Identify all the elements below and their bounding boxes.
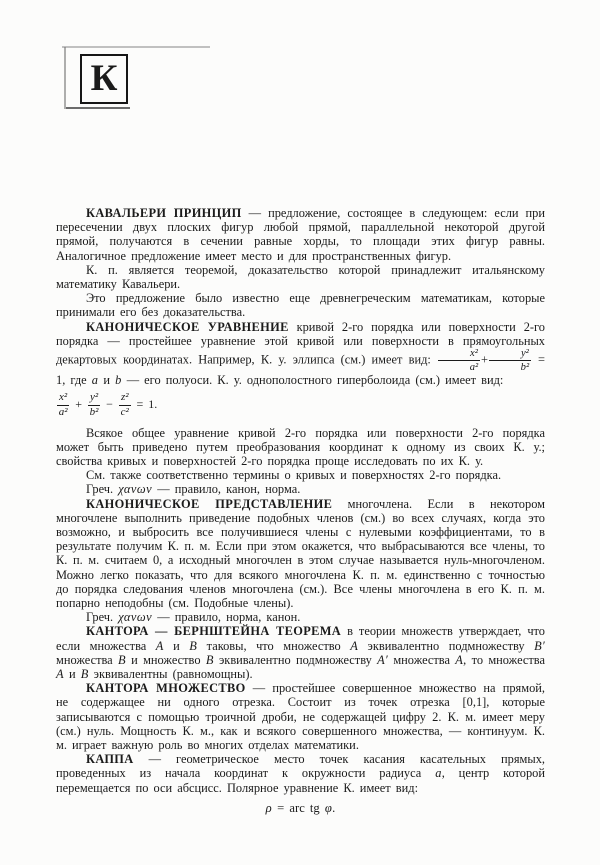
entry-kavalieri-printsip — [56, 206, 545, 320]
body-text: — его полуоси. К. у. однополостного гиперболоида (см.) имеет вид: — [121, 373, 504, 388]
fraction-denominator: c² — [120, 406, 129, 418]
italic-text: ρ — [265, 800, 273, 815]
body-text: , центр которой перемещается по оси абсцисс. Полярное уравнение К. имеет вид: — [56, 766, 545, 795]
body-text: многочлена. Если в некотором многочлене выполнить приведение подобных членов (см.) во всех случаях, когда это возможно, и выбросить все получившиеся члены с нулевыми коэффициентами, то в результате получим К. п. м. Если при этом окажется, что выбрасываются все члены, то К. п. м. считаем 0, а исходный многочлен в этом случае называется нуль-многочленом. Можно легко показать, что для всякого многочлена К. п. м. единственно с точностью до порядка следования членов многочлена (см.). Все члены многочлена в его К. п. м. попарно неподобны (см. Подобные члены). — [56, 496, 545, 610]
italic-text: φ — [324, 800, 333, 815]
italic-text: a — [435, 766, 442, 781]
fraction-numerator: y² — [489, 348, 531, 361]
scan-artifact-horizontal — [62, 46, 210, 48]
fraction-denominator: b² — [89, 406, 99, 418]
fraction-denominator: a² — [58, 406, 68, 418]
headword-text: КАППА — [86, 752, 134, 767]
body-text: эквивалентны (равномощны). — [88, 667, 253, 681]
scan-artifact-vertical — [64, 47, 66, 109]
paragraph — [56, 426, 545, 469]
fraction-numerator: z² — [119, 392, 131, 406]
paragraph — [56, 468, 545, 482]
fraction-numerator: y² — [88, 392, 100, 406]
body-text: и — [98, 373, 116, 388]
italic-text: B — [189, 638, 198, 653]
paragraph — [56, 681, 545, 752]
body-text: и множество — [125, 652, 206, 667]
paragraph — [56, 206, 545, 263]
greek-text: χανων — [118, 482, 153, 497]
scan-artifact-underline — [66, 107, 130, 109]
paragraph — [56, 263, 545, 291]
fraction-numerator: x² — [438, 348, 480, 361]
fraction — [119, 392, 131, 418]
entry-kanonicheskoe-predstavlenie — [56, 497, 545, 625]
paragraph — [56, 497, 545, 611]
entry-kanonicheskoe-uravnenie — [56, 320, 545, 497]
italic-text: B — [117, 652, 126, 667]
entry-kantora-bernshteina-teorema — [56, 624, 545, 681]
paragraph — [56, 320, 545, 388]
fraction — [438, 348, 480, 373]
italic-text: B′ — [534, 638, 545, 653]
body-text: — правило, канон, норма. — [152, 482, 301, 497]
body-text: в теории множеств утверждает, что если множества — [56, 624, 545, 653]
headword-text: КАВАЛЬЕРИ ПРИНЦИП — [86, 206, 242, 220]
fraction — [489, 348, 531, 373]
body-text: кривой 2-го порядка или поверхности 2-го порядка — простейшее уравнение этой кривой или поверхности в прямоугольных декартовых координатах. Например, К. у. эллипса (см.) имеет вид: — [56, 319, 545, 367]
formula — [56, 801, 545, 815]
body-text: = 1. — [131, 397, 158, 412]
paragraph — [56, 482, 545, 496]
entry-kappa — [56, 752, 545, 815]
body-text: + — [70, 397, 87, 412]
body-text: эквивалентно подмножеству — [213, 652, 378, 667]
italic-text: B — [205, 652, 214, 667]
italic-text: A — [56, 667, 64, 681]
dictionary-entries — [56, 206, 545, 819]
paragraph — [56, 624, 545, 681]
body-text: таковы, что множество — [197, 638, 351, 653]
fraction-denominator: b² — [520, 362, 530, 374]
body-text: эквивалентно подмножеству — [358, 638, 535, 653]
paragraph — [56, 610, 545, 624]
body-text: Греч. — [86, 482, 119, 497]
body-text: . — [332, 800, 336, 815]
greek-text: χανων — [118, 610, 153, 625]
italic-text: A — [350, 638, 359, 653]
italic-text: A — [455, 652, 464, 667]
fraction-denominator: a² — [469, 362, 479, 374]
italic-text: A — [155, 638, 164, 653]
section-letter: К — [90, 57, 118, 99]
body-text: Всякое общее уравнение кривой 2-го порядка или поверхности 2-го порядка может быть приведено путем преобразования координат к одному из своих К. у.; свойства кривых и поверхностей 2-го порядка проще исследовать по их К. у. — [56, 425, 545, 468]
body-text: и — [63, 667, 81, 681]
body-text: — предложение, состоящее в следующем: если при пересечении двух плоских фигур любой прямой, параллельной некоторой другой прямой, получаются в сечении равные хорды, то площади этих фигур равны. Аналогичное предложение имеет место и для пространственных фигур. — [56, 206, 545, 263]
body-text: + — [480, 352, 488, 367]
body-text: — простейшее совершенное множество на прямой, не содержащее ни одного отрезка. Состоит из точек отрезка [0,1], которые записываются с помощью троичной дроби, не содержащей цифру 2. К. м. имеет меру (см.) нуль. Мощность К. м., как и всякого совершенного множества, — континуум. К. м. играет важную роль во многих отделах математики. — [56, 681, 545, 753]
italic-text: A′ — [377, 652, 389, 667]
body-text: множества — [388, 652, 456, 667]
body-text: — правило, норма, канон. — [152, 610, 301, 625]
headword-text: КАНТОРА МНОЖЕСТВО — [86, 681, 246, 696]
headword-text: КАНОНИЧЕСКОЕ УРАВНЕНИЕ — [86, 319, 289, 334]
body-text: — геометрическое место точек касания касательных прямых, проведенных из начала координат к окружности радиуса — [56, 752, 545, 781]
entry-kantora-mnozhestvo — [56, 681, 545, 752]
fraction-numerator: x² — [57, 392, 69, 406]
paragraph — [56, 752, 545, 795]
italic-text: B — [80, 667, 89, 681]
headword-text: КАНОНИЧЕСКОЕ ПРЕДСТАВЛЕНИЕ — [86, 496, 333, 511]
body-text: К. п. является теоремой, доказательство которой принадлежит итальянскому математику Кавальери. — [56, 262, 545, 292]
body-text: − — [101, 397, 118, 412]
italic-text: a — [91, 373, 99, 388]
body-text: , то множества — [463, 652, 545, 667]
body-text: и — [163, 638, 190, 653]
body-text: См. также соответственно термины о кривых и поверхностях 2-го порядка. — [86, 468, 502, 483]
body-text: = 1, где — [56, 352, 546, 388]
body-text: множества — [56, 652, 118, 667]
paragraph — [56, 291, 545, 319]
fraction — [57, 392, 69, 418]
section-letter-box — [80, 54, 128, 104]
body-text: = arc tg — [272, 800, 325, 815]
body-text: Греч. — [86, 610, 119, 625]
fraction — [88, 392, 100, 418]
headword-text: КАНТОРА — БЕРНШТЕЙНА ТЕОРЕМА — [86, 624, 342, 639]
italic-text: b — [115, 373, 122, 388]
formula — [56, 392, 545, 418]
body-text: Это предложение было известно еще древнегреческим математикам, которые принимали его без доказательства. — [56, 291, 545, 320]
